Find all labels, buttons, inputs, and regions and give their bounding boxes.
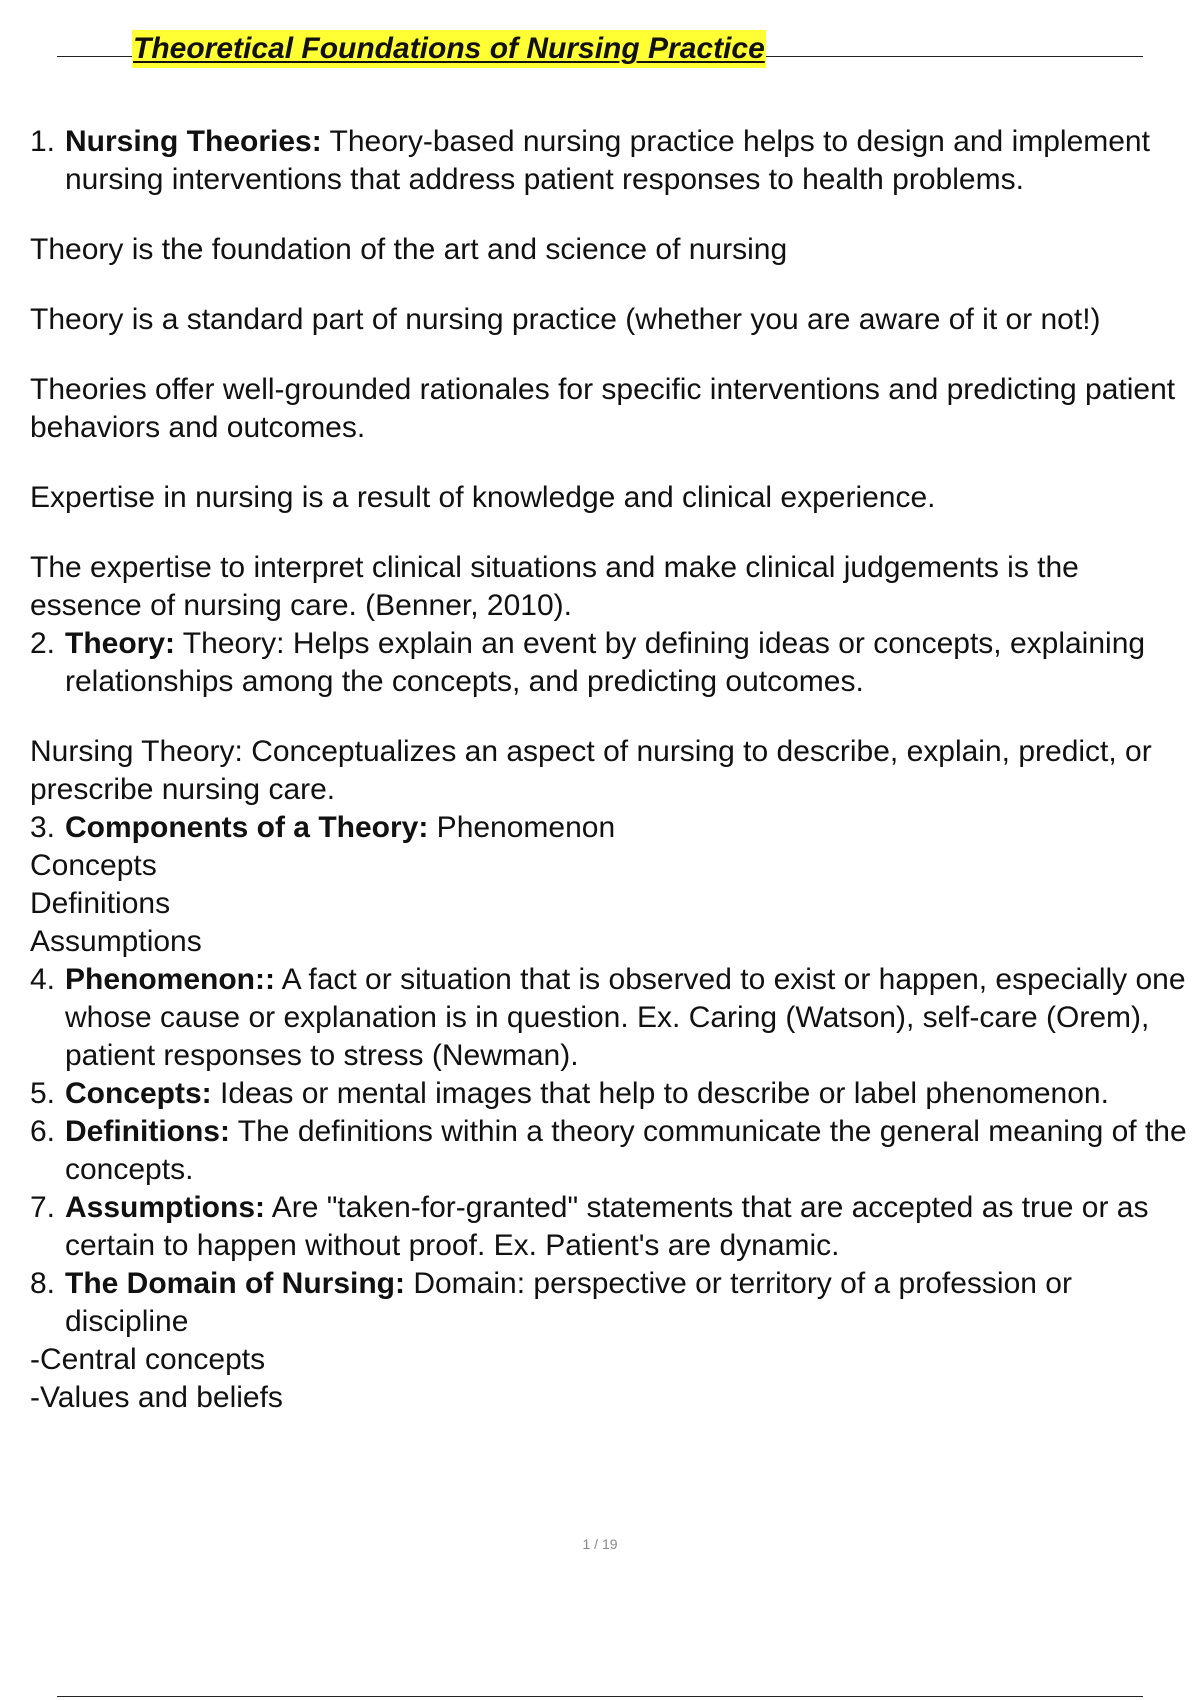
title-row <box>57 30 1143 70</box>
item-term: Theory: <box>65 627 176 660</box>
paragraph: The expertise to interpret clinical situations and make clinical judgements is the essence of nursing care. (Benner, 2010). <box>30 551 1079 622</box>
item-number: 1. <box>30 125 56 158</box>
numbered-item-7 <box>30 1189 1198 1265</box>
paragraph: Nursing Theory: Conceptualizes an aspect of nursing to describe, explain, predict, or prescribe nursing care. <box>30 735 1152 806</box>
numbered-item-1 <box>30 123 1198 199</box>
list-line: Assumptions <box>30 925 202 958</box>
list-line: Concepts <box>30 849 157 882</box>
numbered-item-3 <box>30 809 1198 847</box>
item-text: Theory: Helps explain an event by defining ideas or concepts, explaining relationships among the concepts, and predicting outcomes. <box>65 627 1146 698</box>
item-text: Are "taken-for-granted" statements that are accepted as true or as certain to happen without proof. Ex. Patient's are dynamic. <box>65 1191 1149 1262</box>
item-number: 6. <box>30 1115 56 1148</box>
list-line: -Values and beliefs <box>30 1381 283 1414</box>
numbered-item-8 <box>30 1265 1198 1341</box>
item-text: A fact or situation that is observed to exist or happen, especially one whose cause or explanation is in question. Ex. Caring (Watson), self-care (Orem), patient responses to stress (Newman). <box>65 963 1186 1072</box>
item-term: Concepts: <box>65 1077 212 1110</box>
item-text: The definitions within a theory communicate the general meaning of the concepts. <box>65 1115 1187 1186</box>
page-number: 1 / 19 <box>582 1536 618 1552</box>
document-title: Theoretical Foundations of Nursing Practice <box>132 30 766 68</box>
item-number: 7. <box>30 1191 56 1224</box>
paragraph: Theory is the foundation of the art and science of nursing <box>30 233 788 266</box>
item-term: Assumptions: <box>65 1191 266 1224</box>
numbered-item-4 <box>30 961 1198 1075</box>
item-number: 2. <box>30 627 56 660</box>
paragraph: Theories offer well-grounded rationales for specific interventions and predicting patient behaviors and outcomes. <box>30 373 1176 444</box>
document-body <box>30 123 1198 1417</box>
item-term: Nursing Theories: <box>65 125 322 158</box>
item-term: Components of a Theory: <box>65 811 429 844</box>
item-text: Domain: perspective or territory of a profession or discipline <box>65 1267 1072 1338</box>
item-text: Theory-based nursing practice helps to design and implement nursing interventions that address patient responses to health problems. <box>65 125 1150 196</box>
numbered-item-5 <box>30 1075 1198 1113</box>
item-number: 4. <box>30 963 56 996</box>
list-line: -Central concepts <box>30 1343 266 1376</box>
item-term: Phenomenon:: <box>65 963 275 996</box>
numbered-item-6 <box>30 1113 1198 1189</box>
item-number: 5. <box>30 1077 56 1110</box>
item-term: Definitions: <box>65 1115 230 1148</box>
item-term: The Domain of Nursing: <box>65 1267 405 1300</box>
item-number: 3. <box>30 811 56 844</box>
item-number: 8. <box>30 1267 56 1300</box>
paragraph: Theory is a standard part of nursing practice (whether you are aware of it or not!) <box>30 303 1101 336</box>
paragraph: Expertise in nursing is a result of knowledge and clinical experience. <box>30 481 936 514</box>
bottom-rule <box>57 1696 1143 1697</box>
item-text: Phenomenon <box>428 811 616 844</box>
list-line: Definitions <box>30 887 171 920</box>
numbered-item-2 <box>30 625 1198 701</box>
item-text: Ideas or mental images that help to describe or label phenomenon. <box>211 1077 1109 1110</box>
